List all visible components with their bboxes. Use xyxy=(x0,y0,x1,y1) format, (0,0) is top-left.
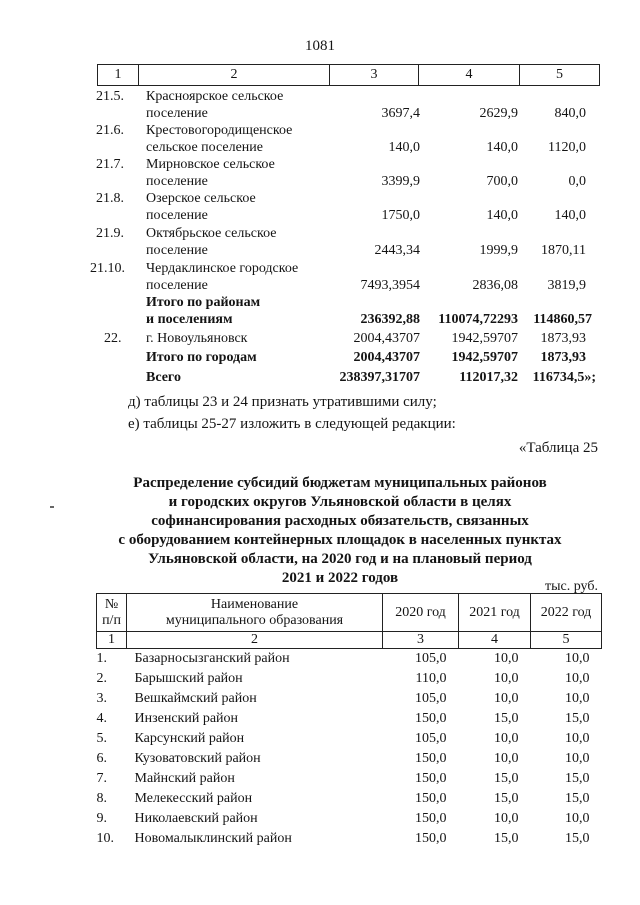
col-2020-header: 2020 год xyxy=(383,594,459,632)
table-row xyxy=(97,809,602,829)
table-row xyxy=(97,829,602,849)
row-name-line2: и поселениям xyxy=(146,312,233,327)
header-col-5: 5 xyxy=(520,65,600,86)
row-value-5: 114860,57 xyxy=(533,312,592,327)
col-2021-header: 2021 год xyxy=(459,594,531,632)
row-value-5: 0,0 xyxy=(568,174,586,189)
value-2021: 15,0 xyxy=(494,771,519,786)
row-number: 21.5. xyxy=(96,89,124,104)
row-value-5: 1873,93 xyxy=(540,350,586,365)
col-name-header-line2: муниципального образования xyxy=(165,612,344,628)
row-value-3: 2004,43707 xyxy=(353,350,420,365)
row-value-4: 112017,32 xyxy=(459,370,518,385)
row-number: 21.9. xyxy=(96,226,124,241)
row-name-line1: Красноярское сельское xyxy=(146,89,284,104)
value-2021: 10,0 xyxy=(494,751,519,766)
row-number: 5. xyxy=(96,731,107,746)
value-2022: 15,0 xyxy=(565,771,590,786)
row-name-line1: Итого по районам xyxy=(146,295,261,310)
row-value-4: 1942,59707 xyxy=(451,350,518,365)
col-number-header-line1: № xyxy=(104,596,119,612)
value-2020: 150,0 xyxy=(415,751,447,766)
row-value-3: 140,0 xyxy=(388,140,420,155)
row-name: Майнский район xyxy=(134,771,235,786)
page-number: 1081 xyxy=(305,38,335,54)
value-2021: 10,0 xyxy=(494,811,519,826)
value-2021: 10,0 xyxy=(494,671,519,686)
table-title xyxy=(100,474,580,588)
row-number: 21.7. xyxy=(96,157,124,172)
table-row xyxy=(97,709,602,729)
row-value-4: 140,0 xyxy=(486,208,518,223)
value-2021: 10,0 xyxy=(494,691,519,706)
title-line: 2021 и 2022 годов xyxy=(281,570,399,586)
title-line: Распределение субсидий бюджетам муниципальных районов xyxy=(133,475,547,491)
value-2022: 15,0 xyxy=(565,831,590,846)
value-2020: 150,0 xyxy=(415,811,447,826)
row-value-4: 2836,08 xyxy=(472,278,518,293)
row-number: 22. xyxy=(104,331,122,346)
value-2020: 105,0 xyxy=(415,731,447,746)
row-name-line1: Октябрьское сельское xyxy=(146,226,277,241)
title-line: софинансирования расходных обязательств, связанных xyxy=(151,513,529,529)
value-2021: 10,0 xyxy=(494,731,519,746)
row-name: Всего xyxy=(146,370,181,385)
value-2021: 15,0 xyxy=(494,831,519,846)
col-number-header-line2: п/п xyxy=(102,612,121,628)
title-line: с оборудованием контейнерных площадок в населенных пунктах xyxy=(118,532,562,548)
col-name-header xyxy=(127,594,383,632)
value-2022: 15,0 xyxy=(565,711,590,726)
row-value-3: 3399,9 xyxy=(381,174,420,189)
row-name-line1: Мирновское сельское xyxy=(146,157,275,172)
row-value-5: 140,0 xyxy=(554,208,586,223)
row-name: Кузоватовский район xyxy=(134,751,261,766)
continuation-header-table xyxy=(97,64,600,86)
row-name: Карсунский район xyxy=(134,731,245,746)
row-name-line1: Крестовогородищенское xyxy=(146,123,293,138)
subsidy-table xyxy=(96,593,602,849)
row-value-4: 110074,72293 xyxy=(438,312,518,327)
header-col-2: 2 xyxy=(139,65,330,86)
row-value-3: 1750,0 xyxy=(381,208,420,223)
row-value-5: 116734,5»; xyxy=(532,370,596,385)
row-name-line2: поселение xyxy=(146,243,208,258)
table-row xyxy=(97,789,602,809)
value-2022: 15,0 xyxy=(565,791,590,806)
row-value-5: 1870,11 xyxy=(541,243,586,258)
numbering-cell: 2 xyxy=(127,632,383,649)
row-number: 21.6. xyxy=(96,123,124,138)
row-value-4: 2629,9 xyxy=(479,106,518,121)
value-2020: 105,0 xyxy=(415,651,447,666)
row-value-4: 1999,9 xyxy=(479,243,518,258)
numbering-cell: 5 xyxy=(531,632,602,649)
value-2020: 105,0 xyxy=(415,691,447,706)
value-2020: 150,0 xyxy=(415,711,447,726)
col-name-header-line1: Наименование xyxy=(210,596,299,612)
row-number: 7. xyxy=(96,771,107,786)
row-value-3: 3697,4 xyxy=(381,106,420,121)
value-2022: 10,0 xyxy=(565,751,590,766)
table-label: «Таблица 25 xyxy=(518,440,598,456)
col-2022-header: 2022 год xyxy=(531,594,602,632)
table-row xyxy=(97,749,602,769)
table-row xyxy=(97,769,602,789)
row-value-3: 236392,88 xyxy=(360,312,420,327)
title-line: Ульяновской области, на 2020 год и на плановый период xyxy=(148,551,532,567)
row-value-3: 2443,34 xyxy=(374,243,420,258)
row-value-3: 7493,3954 xyxy=(360,278,420,293)
row-number: 21.10. xyxy=(90,261,125,276)
table-row xyxy=(97,689,602,709)
row-name: Вешкаймский район xyxy=(134,691,257,706)
value-2020: 150,0 xyxy=(415,771,447,786)
row-number: 2. xyxy=(96,671,107,686)
row-number: 6. xyxy=(96,751,107,766)
value-2022: 10,0 xyxy=(565,691,590,706)
row-value-5: 1120,0 xyxy=(548,140,586,155)
row-number: 8. xyxy=(96,791,107,806)
units-label: тыс. руб. xyxy=(545,579,598,594)
value-2020: 150,0 xyxy=(415,791,447,806)
row-value-5: 840,0 xyxy=(554,106,586,121)
title-line: и городских округов Ульяновской области в целях xyxy=(168,494,512,510)
row-name: Барышский район xyxy=(134,671,243,686)
value-2022: 10,0 xyxy=(565,671,590,686)
row-number: 1. xyxy=(96,651,107,666)
row-name: Мелекесский район xyxy=(134,791,253,806)
row-name-line2: поселение xyxy=(146,174,208,189)
row-name-line2: поселение xyxy=(146,106,208,121)
header-col-3: 3 xyxy=(330,65,419,86)
value-2022: 10,0 xyxy=(565,811,590,826)
table-row xyxy=(97,729,602,749)
numbering-cell: 1 xyxy=(97,632,127,649)
row-number: 3. xyxy=(96,691,107,706)
table-row xyxy=(97,649,602,670)
row-value-4: 140,0 xyxy=(486,140,518,155)
value-2020: 150,0 xyxy=(415,831,447,846)
paragraph-d: д) таблицы 23 и 24 признать утратившими силу; xyxy=(128,394,437,410)
value-2021: 10,0 xyxy=(494,651,519,666)
row-name: Николаевский район xyxy=(134,811,258,826)
value-2022: 10,0 xyxy=(565,651,590,666)
numbering-cell: 3 xyxy=(383,632,459,649)
row-number: 10. xyxy=(96,831,114,846)
row-name-line2: поселение xyxy=(146,208,208,223)
header-col-1: 1 xyxy=(98,65,139,86)
value-2022: 10,0 xyxy=(565,731,590,746)
row-name-line2: сельское поселение xyxy=(146,140,263,155)
row-value-4: 700,0 xyxy=(486,174,518,189)
paragraph-e: е) таблицы 25-27 изложить в следующей редакции: xyxy=(128,416,456,432)
row-number: 4. xyxy=(96,711,107,726)
row-name-line1: Озерское сельское xyxy=(146,191,256,206)
row-name-line2: поселение xyxy=(146,278,208,293)
row-name-line1: Чердаклинское городское xyxy=(146,261,299,276)
row-value-5: 1873,93 xyxy=(540,331,586,346)
row-value-4: 1942,59707 xyxy=(451,331,518,346)
row-number: 9. xyxy=(96,811,107,826)
table-row xyxy=(97,669,602,689)
value-2020: 110,0 xyxy=(415,671,447,686)
row-name: Базарносызганский район xyxy=(134,651,290,666)
row-value-3: 2004,43707 xyxy=(353,331,420,346)
row-value-3: 238397,31707 xyxy=(339,370,420,385)
value-2021: 15,0 xyxy=(494,791,519,806)
row-name: Новомалыклинский район xyxy=(134,831,292,846)
row-value-5: 3819,9 xyxy=(547,278,586,293)
numbering-cell: 4 xyxy=(459,632,531,649)
col-number-header xyxy=(97,594,127,632)
value-2021: 15,0 xyxy=(494,711,519,726)
scan-mark xyxy=(50,506,54,508)
row-name: Инзенский район xyxy=(134,711,239,726)
row-number: 21.8. xyxy=(96,191,124,206)
row-name: г. Новоульяновск xyxy=(146,331,248,346)
row-name: Итого по городам xyxy=(146,350,257,365)
header-col-4: 4 xyxy=(419,65,520,86)
